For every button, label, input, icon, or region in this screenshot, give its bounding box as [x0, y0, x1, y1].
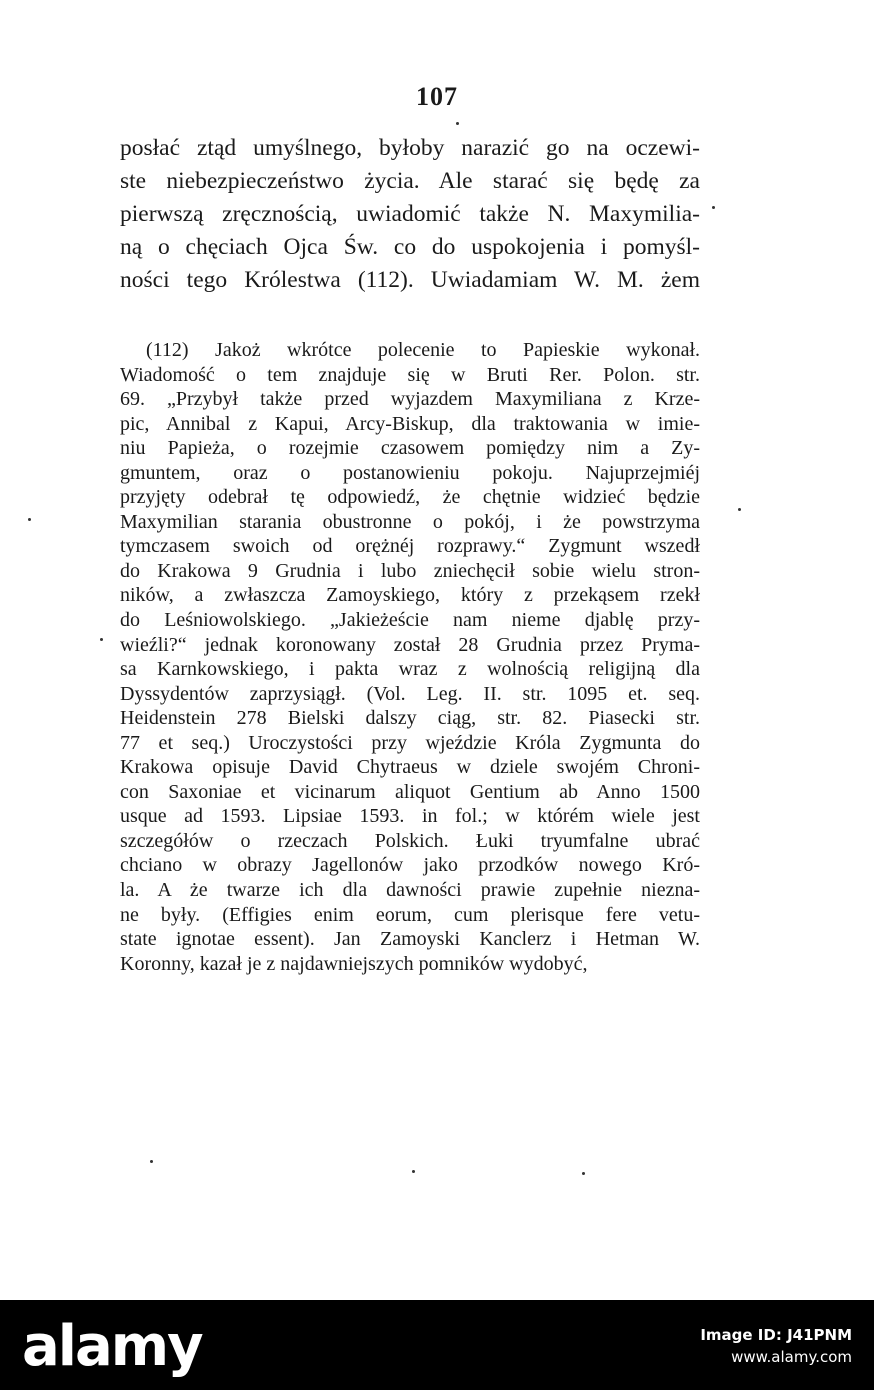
- footnote-line: la. A że twarze ich dla dawności prawie zupełnie niezna-: [120, 879, 700, 902]
- main-text-line: pierwszą zręcznością, uwiadomić także N. Maxymilia-: [120, 201, 700, 227]
- main-text-line: ste niebezpieczeństwo życia. Ale starać się będę za: [120, 168, 700, 194]
- alamy-logo: alamy: [22, 1314, 202, 1379]
- footnote-line: sa Karnkowskiego, i pakta wraz z wolnością religijną dla: [120, 658, 700, 681]
- watermark-footer: [0, 1300, 874, 1392]
- footnote-line: Maxymilian starania obustronne o pokój, i że powstrzyma: [120, 510, 700, 533]
- footnote-line: 77 et seq.) Uroczystości przy wjeździe Króla Zygmunta do: [120, 731, 700, 754]
- footnote-line: do Krakowa 9 Grudnia i lubo zniechęcił sobie wielu stron-: [120, 559, 700, 582]
- footnote-line: Wiadomość o tem znajduje się w Bruti Rer. Polon. str.: [120, 363, 700, 386]
- paper-speck: [712, 206, 715, 209]
- image-id-block: [700, 1324, 852, 1368]
- footnote-line: niu Papieża, o rozejmie czasowem pomiędzy nim a Zy-: [120, 437, 700, 460]
- footnote-line: szczegółów o rzeczach Polskich. Łuki tryumfalne ubrać: [120, 829, 700, 852]
- footnote-line: tymczasem swoich od orężnéj rozprawy.“ Zygmunt wszedł: [120, 535, 700, 558]
- footnote-line: (112) Jakoż wkrótce polecenie to Papieskie wykonał.: [146, 339, 700, 361]
- main-text-line: ności tego Królestwa (112). Uwiadamiam W. M. żem: [120, 267, 700, 293]
- footnote-line: Dyssydentów zaprzysiągł. (Vol. Leg. II. str. 1095 et. seq.: [120, 682, 700, 705]
- footnote-line: Heidenstein 278 Bielski dalszy ciąg, str. 82. Piasecki str.: [120, 707, 700, 730]
- footnote-112: [120, 338, 700, 976]
- footnote-line: chciano w obrazy Jagellonów jako przodków nowego Kró-: [120, 854, 700, 877]
- footnote-line: pic, Annibal z Kapui, Arcy-Biskup, dla traktowania w imie-: [120, 412, 700, 435]
- footnote-line: wieźli?“ jednak koronowany został 28 Grudnia przez Pryma-: [120, 633, 700, 656]
- paper-speck: [738, 508, 741, 511]
- footnote-line: gmuntem, oraz o postanowieniu pokoju. Najuprzejmiéj: [120, 461, 700, 484]
- footnote-line: do Leśniowolskiego. „Jakieżeście nam nieme djablę przy-: [120, 609, 700, 632]
- image-id: Image ID: J41PNM: [700, 1326, 852, 1344]
- main-text-line: posłać ztąd umyślnego, byłoby narazić go na oczewi-: [120, 135, 700, 161]
- main-text-line: ną o chęciach Ojca Św. co do uspokojenia i pomyśl-: [120, 234, 700, 260]
- footnote-line: state ignotae essent). Jan Zamoyski Kanclerz i Hetman W.: [120, 928, 700, 951]
- footnote-line: przyjęty odebrał tę odpowiedź, że chętnie widzieć będzie: [120, 486, 700, 509]
- main-text: [120, 132, 700, 297]
- paper-speck: [412, 1170, 415, 1173]
- footnote-line: con Saxoniae et vicinarum aliquot Gentium ab Anno 1500: [120, 780, 700, 803]
- footnote-line: 69. „Przybył także przed wyjazdem Maxymiliana z Krze-: [120, 388, 700, 411]
- footnote-line: ników, a zwłaszcza Zamoyskiego, który z przekąsem rzekł: [120, 584, 700, 607]
- paper-speck: [28, 518, 31, 521]
- paper-speck: [150, 1160, 153, 1163]
- footnote-line: usque ad 1593. Lipsiae 1593. in fol.; w którém wiele jest: [120, 805, 700, 828]
- site-url: www.alamy.com: [731, 1348, 852, 1366]
- footnote-line: Koronny, kazał je z najdawniejszych pomników wydobyć,: [120, 952, 588, 975]
- footnote-line: ne były. (Effigies enim eorum, cum plerisque fere vetu-: [120, 903, 700, 926]
- paper-speck: [582, 1172, 585, 1175]
- footnote-line: Krakowa opisuje David Chytraeus w dziele swojém Chroni-: [120, 756, 700, 779]
- paper-speck: [100, 638, 103, 641]
- paper-speck: [456, 122, 459, 125]
- page-number: 107: [416, 82, 458, 111]
